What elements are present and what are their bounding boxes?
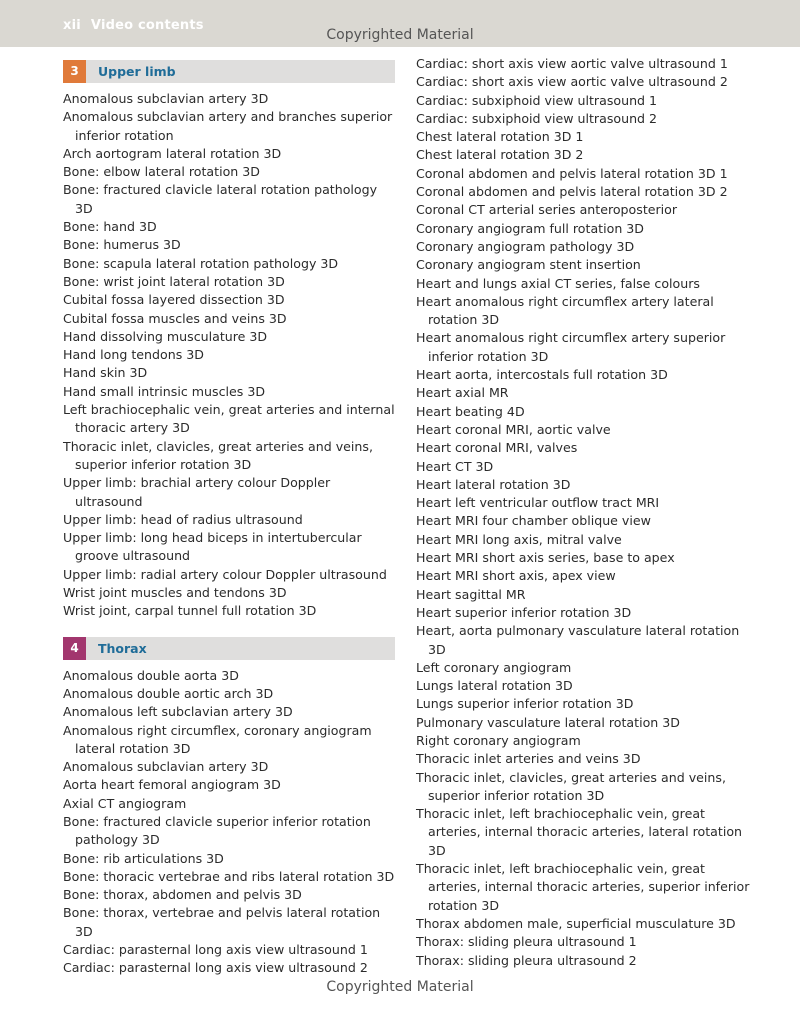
video-entry: Heart left ventricular outflow tract MRI [416, 495, 660, 511]
video-entry: Coronal abdomen and pelvis lateral rotation 3D 2 [416, 184, 728, 200]
video-entry: Heart sagittal MR [416, 586, 526, 602]
video-entry: Bone: elbow lateral rotation 3D [63, 164, 260, 180]
video-entry: Heart MRI four chamber oblique view [416, 513, 651, 529]
left-column [63, 60, 395, 978]
video-entry: Heart coronal MRI, aortic valve [416, 421, 611, 437]
video-entry: Lungs lateral rotation 3D [416, 678, 573, 694]
copyright-notice-bottom: Copyrighted Material [326, 979, 474, 995]
right-column [416, 55, 756, 970]
video-entry: Upper limb: head of radius ultrasound [63, 511, 303, 527]
section-title: Upper limb [98, 64, 176, 79]
video-entry: Thoracic inlet, clavicles, great arteries and veins, superior inferior rotation 3D [416, 769, 726, 803]
video-entry: Heart MRI long axis, mitral valve [416, 531, 622, 547]
video-entry: Coronal CT arterial series anteroposterior [416, 202, 678, 218]
thorax-video-list [63, 667, 395, 978]
video-entry: Cubital fossa layered dissection 3D [63, 292, 285, 308]
video-entry: Coronary angiogram pathology 3D [416, 238, 635, 254]
video-entry: Bone: wrist joint lateral rotation 3D [63, 273, 285, 289]
video-entry: Wrist joint, carpal tunnel full rotation 3D [63, 603, 317, 619]
video-entry: Heart CT 3D [416, 458, 494, 474]
video-entry: Right coronary angiogram [416, 732, 581, 748]
video-entry: Cardiac: subxiphoid view ultrasound 1 [416, 92, 658, 108]
video-entry: Thoracic inlet, clavicles, great arteries and veins, superior inferior rotation 3D [63, 438, 373, 472]
section-title: Thorax [98, 640, 147, 656]
video-entry: Bone: rib articulations 3D [63, 850, 224, 866]
video-entry: Thorax: sliding pleura ultrasound 1 [416, 934, 637, 950]
video-entry: Anomalous subclavian artery 3D [63, 759, 269, 775]
video-entry: Axial CT angiogram [63, 795, 187, 811]
video-entry: Bone: scapula lateral rotation pathology 3D [63, 255, 339, 271]
video-entry: Left brachiocephalic vein, great arteries and internal thoracic artery 3D [63, 402, 395, 436]
video-entry: Heart and lungs axial CT series, false colours [416, 275, 700, 291]
video-entry: Heart anomalous right circumflex artery superior inferior rotation 3D [416, 330, 726, 364]
video-entry: Cubital fossa muscles and veins 3D [63, 310, 287, 326]
video-entry: Upper limb: radial artery colour Doppler ultrasound [63, 566, 387, 582]
video-entry: Thorax abdomen male, superficial musculature 3D [416, 915, 736, 931]
video-entry: Coronal abdomen and pelvis lateral rotation 3D 1 [416, 165, 728, 181]
video-entry: Cardiac: subxiphoid view ultrasound 2 [416, 110, 658, 126]
video-entry: Anomalous left subclavian artery 3D [63, 704, 293, 720]
video-entry: Heart lateral rotation 3D [416, 476, 571, 492]
video-entry: Bone: thorax, abdomen and pelvis 3D [63, 887, 302, 903]
video-entry: Heart anomalous right circumflex artery lateral rotation 3D [416, 293, 714, 328]
section-number-badge: 4 [63, 637, 86, 660]
upper-limb-video-list [63, 90, 395, 621]
copyright-notice-top: Copyrighted Material [326, 27, 474, 43]
video-entry: Thoracic inlet, left brachiocephalic vein, great arteries, internal thoracic arteries, lateral rotation 3D [416, 806, 743, 858]
video-entry: Coronary angiogram stent insertion [416, 257, 641, 273]
section-number-badge: 3 [63, 60, 86, 83]
video-entry: Bone: thorax, vertebrae and pelvis lateral rotation 3D [63, 905, 381, 939]
video-entry: Wrist joint muscles and tendons 3D [63, 585, 287, 601]
video-entry: Pulmonary vasculature lateral rotation 3D [416, 714, 680, 730]
video-entry: Arch aortogram lateral rotation 3D [63, 145, 282, 161]
video-entry: Coronary angiogram full rotation 3D [416, 220, 645, 236]
video-entry: Hand dissolving musculature 3D [63, 328, 268, 344]
video-entry: Anomalous subclavian artery and branches superior inferior rotation [63, 109, 393, 143]
video-entry: Chest lateral rotation 3D 1 [416, 129, 584, 145]
video-entry: Heart superior inferior rotation 3D [416, 604, 632, 620]
video-entry: Cardiac: parasternal long axis view ultrasound 1 [63, 942, 368, 958]
video-entry: Heart MRI short axis series, base to apex [416, 550, 675, 566]
video-entry: Hand long tendons 3D [63, 347, 204, 363]
video-entry: Bone: fractured clavicle lateral rotation pathology 3D [63, 182, 378, 216]
video-entry: Bone: hand 3D [63, 219, 157, 235]
page-number: xii [63, 18, 81, 33]
video-entry: Thoracic inlet, left brachiocephalic vein, great arteries, internal thoracic arteries, superior inferior rotation 3D [416, 861, 750, 913]
video-entry: Upper limb: long head biceps in intertubercular groove ultrasound [63, 530, 362, 564]
video-entry: Heart beating 4D [416, 403, 525, 419]
video-entry: Lungs superior inferior rotation 3D [416, 696, 634, 712]
thorax-video-list-continued [416, 55, 756, 970]
running-title: Video contents [90, 18, 204, 33]
video-entry: Heart MRI short axis, apex view [416, 568, 616, 584]
video-entry: Cardiac: parasternal long axis view ultrasound 2 [63, 960, 368, 976]
video-entry: Anomalous double aorta 3D [63, 667, 239, 683]
video-entry: Aorta heart femoral angiogram 3D [63, 777, 281, 793]
section-heading-thorax [63, 637, 395, 660]
video-entry: Heart, aorta pulmonary vasculature lateral rotation 3D [416, 623, 740, 657]
video-entry: Heart coronal MRI, valves [416, 440, 578, 456]
video-entry: Chest lateral rotation 3D 2 [416, 147, 584, 163]
video-entry: Anomalous double aortic arch 3D [63, 685, 274, 701]
video-entry: Bone: fractured clavicle superior inferior rotation pathology 3D [63, 813, 371, 848]
video-entry: Cardiac: short axis view aortic valve ultrasound 2 [416, 74, 728, 90]
video-entry: Hand small intrinsic muscles 3D [63, 383, 266, 399]
video-entry: Anomalous right circumflex, coronary angiogram lateral rotation 3D [63, 722, 372, 756]
video-entry: Upper limb: brachial artery colour Doppler ultrasound [63, 475, 331, 509]
section-heading-upper-limb [63, 60, 395, 83]
video-entry: Thorax: sliding pleura ultrasound 2 [416, 952, 637, 968]
video-entry: Anomalous subclavian artery 3D [63, 91, 269, 106]
video-entry: Bone: thoracic vertebrae and ribs lateral rotation 3D [63, 868, 395, 884]
video-entry: Bone: humerus 3D [63, 237, 181, 253]
video-entry: Cardiac: short axis view aortic valve ultrasound 1 [416, 56, 728, 71]
video-entry: Hand skin 3D [63, 365, 148, 381]
video-entry: Thoracic inlet arteries and veins 3D [416, 751, 641, 767]
video-entry: Left coronary angiogram [416, 659, 572, 675]
video-entry: Heart aorta, intercostals full rotation 3D [416, 367, 668, 383]
video-entry: Heart axial MR [416, 385, 509, 401]
